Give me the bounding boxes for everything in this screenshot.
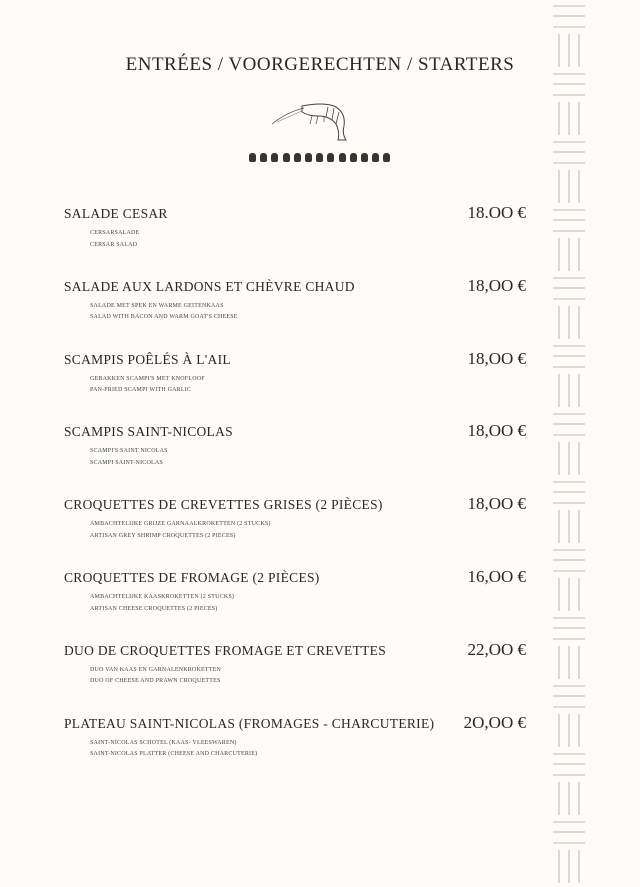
item-description-en: ARTISAN GREY SHRIMP CROQUETTES (2 PIECES) — [90, 532, 236, 539]
item-name: CROQUETTES DE FROMAGE (2 PIÈCES) — [64, 570, 320, 585]
item-description-nl: SALADE MET SPEK EN WARME GEITENKAAS — [90, 302, 224, 309]
item-name: CROQUETTES DE CREVETTES GRISES (2 PIÈCES) — [64, 497, 383, 513]
item-name: SALADE CESAR — [64, 206, 168, 221]
item-description-en: DUO OF CHEESE AND PRAWN CROQUETTES — [90, 678, 221, 685]
item-name: SCAMPIS POÊLÉS À L'AIL — [64, 351, 231, 367]
item-price: 16,OO € — [467, 567, 526, 586]
item-description-nl: CERSARSALADE — [90, 230, 140, 236]
item-price: 18,OO € — [467, 348, 526, 368]
item-price: 18,OO € — [467, 275, 526, 295]
decorative-border-pattern — [550, 0, 590, 887]
item-price: 22,OO € — [467, 639, 526, 659]
item-price: 18,OO € — [467, 421, 526, 441]
item-description-en: SALAD WITH BACON AND WARM GOAT'S CHEESE — [90, 314, 238, 321]
item-description-en: SAINT-NICOLAS PLATTER (CHEESE AND CHARCUTERIE) — [90, 751, 258, 758]
menu-item — [64, 567, 534, 615]
menu-item — [64, 275, 534, 324]
item-description-nl: AMBACHTELIJKE GRIJZE GARNAALKROKETTEN (2 STUCKS) — [90, 521, 271, 528]
menu-item — [64, 348, 534, 397]
menu-item — [64, 712, 534, 761]
item-name: SCAMPIS SAINT-NICOLAS — [64, 424, 233, 440]
menu-item — [64, 639, 534, 688]
item-description-en: SCAMPI SAINT-NICOLAS — [90, 459, 163, 466]
menu-item — [64, 203, 534, 251]
item-name: SALADE AUX LARDONS ET CHÈVRE CHAUD — [64, 278, 355, 294]
shrimp-icon — [272, 102, 352, 144]
item-description-en: PAN-FRIED SCAMPI WITH GARLIC — [90, 387, 192, 394]
item-name: DUO DE CROQUETTES FROMAGE ET CREVETTES — [64, 642, 387, 658]
item-description-nl: SCAMPI'S SAINT NICOLAS — [90, 448, 168, 455]
item-description-en: CERSAR SALAD — [90, 241, 138, 248]
decorative-dot-row — [249, 153, 390, 162]
page-title: ENTRÉES / VOORGERECHTEN / STARTERS — [125, 54, 515, 75]
menu-item — [64, 494, 534, 542]
item-description-nl: SAINT-NICOLAS SCHOTEL (KAAS- VLEESWAREN) — [90, 739, 237, 746]
item-price: 18.OO € — [467, 203, 526, 222]
item-description-en: ARTISAN CHEESE CROQUETTES (2 PIECES) — [90, 605, 218, 612]
item-description-nl: AMBACHTELIJKE KAASKROKETTEN (2 STUCKS) — [90, 594, 235, 600]
item-name: PLATEAU SAINT-NICOLAS (FROMAGES - CHARCUTERIE) — [64, 715, 435, 731]
item-price: 18,OO € — [467, 494, 526, 514]
item-price: 2O,OO € — [463, 712, 526, 732]
item-description-nl: GEBAKKEN SCAMPI'S MET KNOFLOOF — [90, 375, 205, 382]
menu-item — [64, 421, 534, 469]
item-description-nl: DUO VAN KAAS EN GARNALENKROKETTEN — [90, 666, 222, 673]
